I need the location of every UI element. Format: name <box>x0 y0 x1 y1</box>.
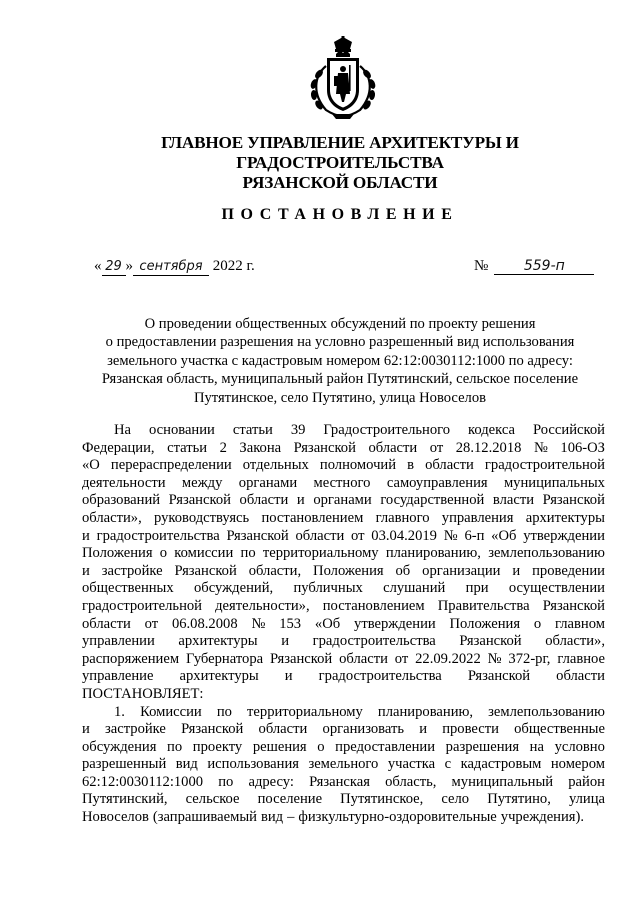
body-text-line: и градостроительства Рязанской области от 03.04.2019 № 6-п «Об утверждении <box>82 527 605 544</box>
body-text-line: Положения о комиссии по территориальному планированию, землепользованию <box>82 545 605 562</box>
body-text-line: области от 06.08.2008 № 153 «Об утверждении Положения о главном <box>82 615 605 632</box>
body-text-line: Новоселов (запрашиваемый вид – физкультурно-оздоровительные учреждения). <box>82 809 585 826</box>
date-close-quote: » <box>125 258 133 274</box>
body-text-line: образований Рязанской области и органами государственной власти Рязанской <box>82 492 605 509</box>
subject-line: земельного участка с кадастровым номером 62:12:0030112:1000 по адресу: <box>107 352 573 369</box>
date-day-handwritten: 29 <box>102 259 126 276</box>
body-text-line: обсуждения по проекту решения о предоставлении разрешения на условно <box>82 738 605 755</box>
coat-of-arms-emblem <box>296 36 390 120</box>
body-text-line: Путятинский, сельское поселение Путятинское, село Путятино, улица <box>82 791 605 808</box>
body-text-line: разрешенный вид использования земельного участка с кадастровым номером <box>82 756 605 773</box>
body-text-line: распоряжением Губернатора Рязанской области от 22.09.2022 № 372-рг, главное <box>82 650 605 667</box>
body-text-line: области», руководствуясь постановлением главного управления архитектуры <box>82 509 605 526</box>
document-number <box>474 258 594 275</box>
organization-line-2: РЯЗАНСКОЙ ОБЛАСТИ <box>242 173 438 192</box>
body-text-line: и застройке Рязанской области, Положения об организации и проведении <box>82 562 605 579</box>
body-text-line: ПОСТАНОВЛЯЕТ: <box>82 685 204 702</box>
body-text-line: градостроительной деятельности», постановлением Правительства Рязанской <box>82 597 605 614</box>
subject-line: Рязанская область, муниципальный район Путятинский, сельское поселение <box>101 371 579 388</box>
body-text-line: общественных обсуждений, публичных слушаний при осуществлении <box>82 580 605 597</box>
date-year: 2022 г. <box>212 258 255 274</box>
date-month-handwritten: сентября <box>133 259 209 276</box>
document-subject <box>90 315 590 407</box>
date-open-quote: « <box>94 258 102 274</box>
organization-line-1: ГЛАВНОЕ УПРАВЛЕНИЕ АРХИТЕКТУРЫ И ГРАДОСТРОИТЕЛЬСТВА <box>161 133 519 172</box>
body-text-line: 62:12:0030112:1000 по адресу: Рязанская область, муниципальный район <box>82 773 605 790</box>
body-text-line: управлении архитектуры и градостроительства Рязанской области», <box>82 633 605 650</box>
body-text-line: управление архитектуры и градостроительства Рязанской области <box>82 668 605 685</box>
subject-line: Путятинское, село Путятино, улица Новоселов <box>193 389 487 406</box>
document-body <box>82 422 605 827</box>
body-text-line: «О перераспределении отдельных полномочий в области градостроительной <box>82 457 605 474</box>
body-text-line: деятельности между органами местного самоуправления муниципальных <box>82 474 605 491</box>
number-value-handwritten: 559-п <box>494 258 594 275</box>
body-text-line: Федерации, статьи 2 Закона Рязанской области от 28.12.2018 № 106-ОЗ <box>82 439 605 456</box>
body-text-line: 1. Комиссии по территориальному планированию, землепользованию <box>114 703 605 720</box>
number-label: № <box>474 258 489 274</box>
document-date <box>94 258 255 276</box>
document-type-title: ПОСТАНОВЛЕНИЕ <box>221 206 459 223</box>
subject-line: о предоставлении разрешения на условно разрешенный вид использования <box>105 334 575 351</box>
subject-line: О проведении общественных обсуждений по проекту решения <box>144 316 536 332</box>
body-text-line: На основании статьи 39 Градостроительного кодекса Российской <box>114 422 605 438</box>
body-text-line: и застройке Рязанской области организовать и провести общественные <box>82 721 605 738</box>
organization-name <box>60 133 620 193</box>
